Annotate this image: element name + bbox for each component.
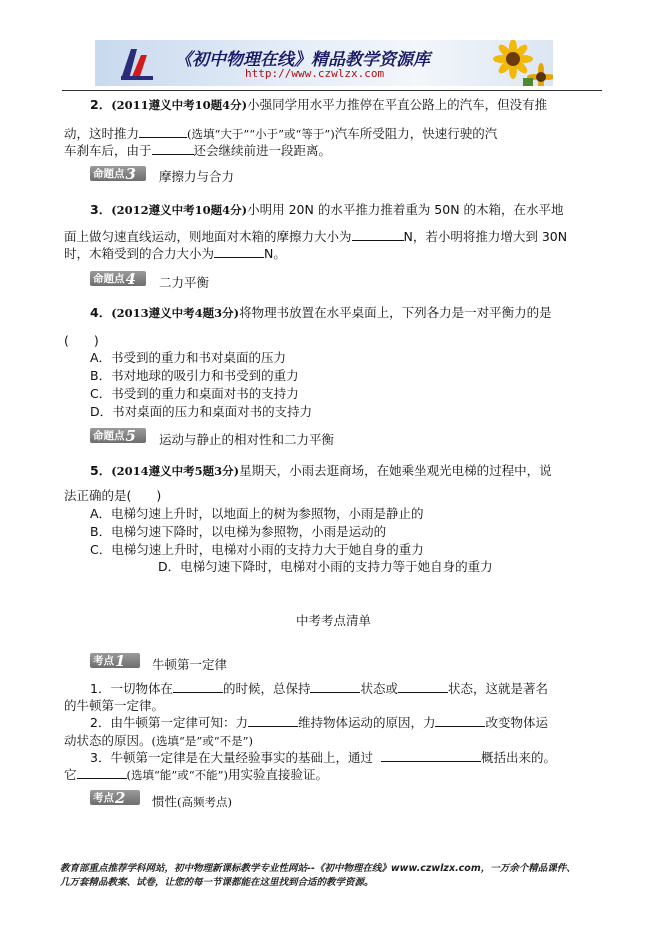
q2-blank-1[interactable] — [139, 126, 187, 138]
footer-line-2: 几万套精品教案、试卷，让您的每一节课都能在这里找到合适的教学资源。 — [60, 877, 374, 888]
q3-line-1: 3．(2012遵义中考10题4分)小明用 20N 的水平推力推着重为 50N 的木箱，在水平地 — [90, 202, 564, 217]
topic-title-3: 摩擦力与合力 — [159, 169, 235, 184]
logo-icon — [117, 43, 161, 83]
q2-line-2: 动，这时推力 (选填“大于”“小于”或“等于”)汽车所受阻力，快速行驶的汽 — [64, 126, 498, 141]
q4-option-b[interactable]: B．书对地球的吸引力和书受到的重力 — [90, 368, 299, 383]
kp-title-1: 牛顿第一定律 — [152, 657, 228, 672]
header-banner — [95, 40, 553, 86]
q5-option-a[interactable]: A．电梯匀速上升时，以地面上的树为参照物，小雨是静止的 — [90, 506, 424, 521]
k2-line-1: 2．由牛顿第一定律可知：力 维持物体运动的原因，力 改变物体运 — [90, 715, 548, 730]
k2-line-2: 动状态的原因。(选填“是”或“不是”) — [64, 733, 254, 748]
k1-blank-3[interactable] — [398, 681, 448, 693]
q4-paren[interactable]: ( ) — [64, 333, 99, 348]
topic-tag-3: 命题点 3 — [90, 166, 146, 181]
topic-title-5: 运动与静止的相对性和二力平衡 — [159, 432, 335, 447]
k3-blank-2[interactable] — [77, 767, 127, 779]
q5-line-2: 法正确的是( ) — [64, 488, 162, 503]
kp-tag-2: 考点 2 — [90, 790, 140, 805]
topic-title-4: 二力平衡 — [159, 275, 210, 290]
q2-text: 小强同学用水平力推停在平直公路上的汽车，但没有推 — [247, 97, 548, 112]
q5-option-d[interactable]: D．电梯匀速下降时，电梯对小雨的支持力等于她自身的重力 — [158, 559, 493, 574]
q2-line-1 — [90, 97, 547, 113]
q5-line-1: 5．(2014遵义中考5题3分)星期天，小雨去逛商场，在她乘坐观光电梯的过程中，说 — [90, 463, 552, 478]
q2-source: (2011遵义中考10题4分) — [111, 98, 248, 112]
section-title: 中考考点清单 — [296, 613, 372, 628]
q3-blank-2[interactable] — [214, 246, 264, 258]
topic-tag-4: 命题点 4 — [90, 271, 146, 286]
k2-blank-1[interactable] — [248, 715, 298, 727]
q3-line-2: 面上做匀速直线运动，则地面对木箱的摩擦力大小为 N，若小明将推力增大到 30N — [64, 229, 568, 244]
k1-blank-1[interactable] — [173, 681, 223, 693]
footer — [60, 862, 605, 890]
q3-blank-1[interactable] — [352, 229, 404, 241]
kp-title-2: 惯性(高频考点) — [152, 794, 232, 809]
q2-line-3: 车刹车后，由于 还会继续前进一段距离。 — [64, 143, 332, 158]
q2-number: 2． — [90, 97, 112, 112]
q2-hint: (选填“大于”“小于”或“等于”) — [187, 127, 335, 141]
banner-url: http://www.czwlzx.com — [245, 67, 385, 80]
q4-option-a[interactable]: A．书受到的重力和书对桌面的压力 — [90, 350, 287, 365]
k3-line-1: 3．牛顿第一定律是在大量经验事实的基础上，通过 概括出来的。 — [90, 750, 556, 765]
q5-option-b[interactable]: B．电梯匀速下降时，以电梯为参照物，小雨是运动的 — [90, 524, 387, 539]
q4-source: (2013遵义中考4题3分) — [111, 306, 240, 320]
banner-title: 《初中物理在线》精品教学资源库 — [175, 50, 430, 70]
k2-blank-2[interactable] — [435, 715, 485, 727]
k3-line-2: 它 (选填“能”或“不能”)用实验直接验证。 — [64, 767, 329, 782]
kp-tag-1: 考点 1 — [90, 653, 140, 668]
sunflower-icon — [493, 40, 553, 86]
q5-source: (2014遵义中考5题3分) — [111, 464, 240, 478]
topic-tag-5: 命题点 5 — [90, 428, 146, 443]
q2-blank-2[interactable] — [152, 143, 194, 155]
q3-source: (2012遵义中考10题4分) — [111, 203, 248, 217]
k3-blank-1[interactable] — [381, 750, 481, 762]
q4-option-d[interactable]: D．书对桌面的压力和桌面对书的支持力 — [90, 404, 313, 419]
q4-option-c[interactable]: C．书受到的重力和桌面对书的支持力 — [90, 386, 299, 401]
q4-line-1: 4．(2013遵义中考4题3分)将物理书放置在水平桌面上，下列各力是一对平衡力的是 — [90, 305, 552, 320]
header-rule — [62, 90, 602, 91]
k1-line-1: 1．一切物体在 的时候，总保持 状态或 状态，这就是著名 — [90, 681, 549, 696]
footer-line-1: 教育部重点推荐学科网站，初中物理新课标教学专业性网站--《初中物理在线》www.czwlzx.com，一万余个精品课件、 — [60, 863, 576, 874]
k1-blank-2[interactable] — [310, 681, 360, 693]
q5-option-c[interactable]: C．电梯匀速上升时，电梯对小雨的支持力大于她自身的重力 — [90, 542, 424, 557]
q3-line-3: 时，木箱受到的合力大小为 N。 — [64, 246, 286, 261]
k1-line-2: 的牛顿第一定律。 — [64, 698, 165, 713]
